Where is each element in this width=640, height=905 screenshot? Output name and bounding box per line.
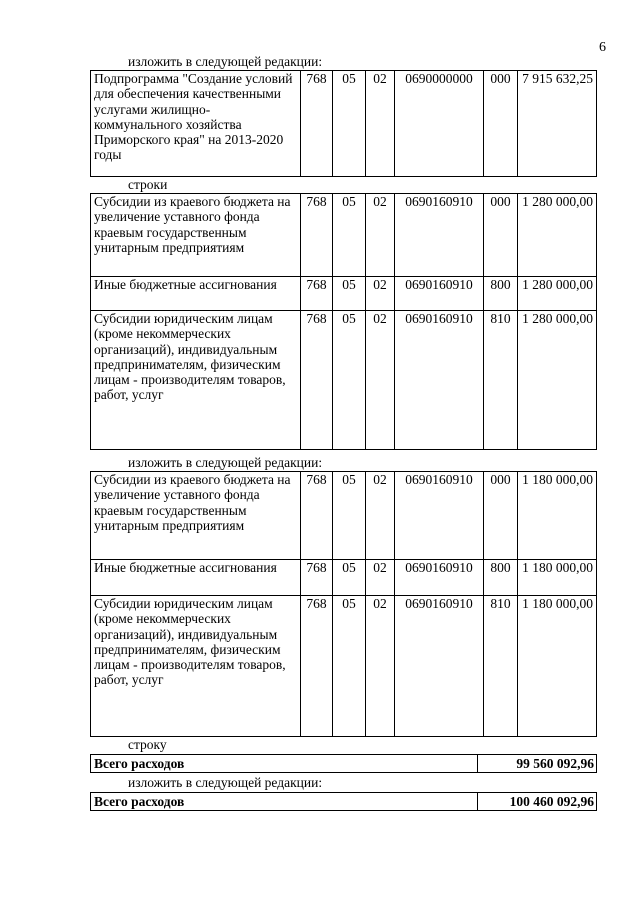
row-name: Субсидии из краевого бюджета на увеличение уставного фонда краевым государственным унитарным предприятиям: [91, 472, 301, 560]
cell-pr: 02: [366, 596, 395, 737]
table-row: [91, 755, 597, 773]
cell-ved: 768: [301, 596, 333, 737]
cell-vr: 000: [484, 71, 518, 177]
cell-rz: 05: [333, 472, 366, 560]
cell-pr: 02: [366, 560, 395, 596]
cell-amount: 1 180 000,00: [518, 560, 597, 596]
row-name: Субсидии юридическим лицам (кроме некоммерческих организаций), индивидуальным предпринимателям, физическим лицам - производителям товаров, работ, услуг: [91, 311, 301, 450]
cell-rz: 05: [333, 277, 366, 311]
cell-csr: 0690160910: [395, 560, 484, 596]
cell-ved: 768: [301, 560, 333, 596]
cell-amount: 1 280 000,00: [518, 277, 597, 311]
cell-vr: 000: [484, 472, 518, 560]
cell-ved: 768: [301, 472, 333, 560]
cell-pr: 02: [366, 472, 395, 560]
table-total-old: [90, 754, 597, 773]
row-name: Субсидии из краевого бюджета на увеличение уставного фонда краевым государственным унитарным предприятиям: [91, 194, 301, 277]
cell-amount: 1 180 000,00: [518, 472, 597, 560]
cell-rz: 05: [333, 71, 366, 177]
cell-ved: 768: [301, 194, 333, 277]
cell-csr: 0690160910: [395, 596, 484, 737]
note-replace-2: изложить в следующей редакции:: [128, 455, 323, 470]
table-row: [91, 793, 597, 811]
cell-rz: 05: [333, 311, 366, 450]
table-old-rows: [90, 193, 597, 450]
note-replace-3: изложить в следующей редакции:: [128, 775, 323, 790]
row-name: Субсидии юридическим лицам (кроме некоммерческих организаций), индивидуальным предпринимателям, физическим лицам - производителям товаров, работ, услуг: [91, 596, 301, 737]
table-total-new: [90, 792, 597, 811]
cell-csr: 0690160910: [395, 194, 484, 277]
table-row: [91, 596, 597, 737]
cell-amount: 1 280 000,00: [518, 194, 597, 277]
cell-amount: 1 280 000,00: [518, 311, 597, 450]
table-row: [91, 560, 597, 596]
table-row: [91, 194, 597, 277]
note-rows: строки: [128, 177, 168, 192]
row-name: Иные бюджетные ассигнования: [91, 560, 301, 596]
row-name: Подпрограмма "Создание условий для обеспечения качественными услугами жилищно-коммунального хозяйства Приморского края" на 2013-2020 годы: [91, 71, 301, 177]
cell-csr: 0690160910: [395, 311, 484, 450]
table-row: [91, 311, 597, 450]
table-row: [91, 472, 597, 560]
row-name: Иные бюджетные ассигнования: [91, 277, 301, 311]
cell-csr: 0690160910: [395, 277, 484, 311]
cell-vr: 800: [484, 277, 518, 311]
cell-ved: 768: [301, 277, 333, 311]
cell-pr: 02: [366, 311, 395, 450]
cell-csr: 0690000000: [395, 71, 484, 177]
cell-pr: 02: [366, 71, 395, 177]
cell-rz: 05: [333, 596, 366, 737]
cell-rz: 05: [333, 560, 366, 596]
cell-vr: 000: [484, 194, 518, 277]
cell-rz: 05: [333, 194, 366, 277]
page-number: 6: [599, 40, 606, 55]
table-row: [91, 277, 597, 311]
total-value: 99 560 092,96: [478, 755, 597, 773]
cell-vr: 810: [484, 596, 518, 737]
cell-pr: 02: [366, 277, 395, 311]
cell-vr: 800: [484, 560, 518, 596]
total-label: Всего расходов: [91, 755, 478, 773]
cell-ved: 768: [301, 311, 333, 450]
total-value: 100 460 092,96: [478, 793, 597, 811]
cell-pr: 02: [366, 194, 395, 277]
table-subprogram: [90, 70, 597, 177]
note-row: строку: [128, 737, 167, 752]
cell-amount: 1 180 000,00: [518, 596, 597, 737]
cell-csr: 0690160910: [395, 472, 484, 560]
cell-vr: 810: [484, 311, 518, 450]
cell-ved: 768: [301, 71, 333, 177]
total-label: Всего расходов: [91, 793, 478, 811]
table-new-rows: [90, 471, 597, 737]
cell-amount: 7 915 632,25: [518, 71, 597, 177]
note-replace-1: изложить в следующей редакции:: [128, 54, 323, 69]
table-row: [91, 71, 597, 177]
